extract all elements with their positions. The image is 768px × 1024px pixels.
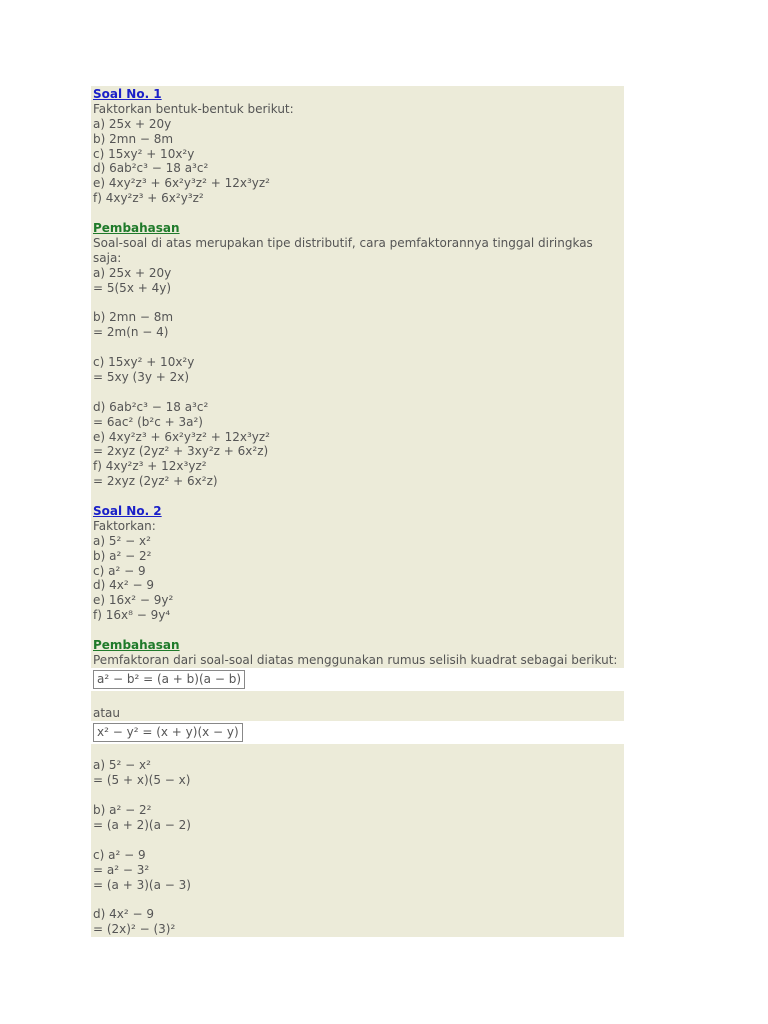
document-content xyxy=(91,86,624,937)
soal-1-item: d) 6ab²c³ − 18 a³c² xyxy=(93,161,209,176)
pembahasan-2-line: = (2x)² − (3)² xyxy=(93,922,176,937)
pembahasan-1-line: = 5(5x + 4y) xyxy=(93,280,172,295)
pembahasan-1-line: = 6ac² (b²c + 3a²) xyxy=(93,414,203,429)
soal-2-intro: Faktorkan: xyxy=(93,518,156,533)
soal-1-heading[interactable]: Soal No. 1 xyxy=(93,87,162,101)
pembahasan-2-heading[interactable]: Pembahasan xyxy=(93,637,180,652)
pembahasan-2-line: d) 4x² − 9 xyxy=(93,907,154,922)
pembahasan-2-line: a) 5² − x² xyxy=(93,758,151,773)
soal-1-item: c) 15xy² + 10x²y xyxy=(93,146,195,161)
pembahasan-1-line: a) 25x + 20y xyxy=(93,265,172,280)
soal-1-item: a) 25x + 20y xyxy=(93,116,172,131)
pembahasan-2-intro: Pemfaktoran dari soal-soal diatas menggunakan rumus selisih kuadrat sebagai berikut: xyxy=(93,652,618,667)
pembahasan-1-intro: Soal-soal di atas merupakan tipe distributif, cara pemfaktorannya tinggal diringkas saja: xyxy=(93,235,593,265)
soal-1-item: e) 4xy²z³ + 6x²y³z² + 12x³yz² xyxy=(93,176,270,191)
soal-2-item: d) 4x² − 9 xyxy=(93,578,154,593)
pembahasan-2-line: = (a + 2)(a − 2) xyxy=(93,818,191,832)
formula-box-1: a² − b² = (a + b)(a − b) xyxy=(93,670,245,689)
pembahasan-1-line: = 2m(n − 4) xyxy=(93,325,169,340)
soal-2-item: c) a² − 9 xyxy=(93,563,146,578)
pembahasan-2-line: = (a + 3)(a − 3) xyxy=(93,877,191,892)
soal-1-intro: Faktorkan bentuk-bentuk berikut: xyxy=(93,101,294,116)
formula-box-2: x² − y² = (x + y)(x − y) xyxy=(93,723,243,742)
pembahasan-2-line: = a² − 3² xyxy=(93,862,150,877)
soal-2-heading[interactable]: Soal No. 2 xyxy=(93,503,162,518)
pembahasan-1-line: = 5xy (3y + 2x) xyxy=(93,369,190,384)
soal-2-item: f) 16x⁸ − 9y⁴ xyxy=(93,608,171,623)
pembahasan-2-section xyxy=(91,744,624,938)
soal-1-item: f) 4xy²z³ + 6x²y³z² xyxy=(93,191,204,206)
pembahasan-1-line: d) 6ab²c³ − 18 a³c² xyxy=(93,399,209,414)
pembahasan-1-heading[interactable]: Pembahasan xyxy=(93,221,180,236)
formula-2-row xyxy=(91,721,624,744)
pembahasan-1-line: b) 2mn − 8m xyxy=(93,310,174,325)
soal-2-item: e) 16x² − 9y² xyxy=(93,593,174,608)
pembahasan-1-line: c) 15xy² + 10x²y xyxy=(93,355,195,370)
pembahasan-1-line: f) 4xy²z³ + 12x³yz² xyxy=(93,459,207,474)
pembahasan-1-line: = 2xyz (2yz² + 6x²z) xyxy=(93,474,218,489)
pembahasan-2-line: b) a² − 2² xyxy=(93,803,152,818)
soal-1-section xyxy=(91,86,624,668)
pembahasan-1-line: = 2xyz (2yz² + 3xy²z + 6x²z) xyxy=(93,444,269,459)
soal-2-item: b) a² − 2² xyxy=(93,548,152,563)
pembahasan-2-line: = (5 + x)(5 − x) xyxy=(93,773,191,788)
soal-2-item: a) 5² − x² xyxy=(93,533,151,548)
atau-section xyxy=(91,691,624,721)
soal-1-item: b) 2mn − 8m xyxy=(93,131,174,146)
formula-1-row xyxy=(91,668,624,691)
pembahasan-2-line: c) a² − 9 xyxy=(93,847,146,862)
pembahasan-1-line: e) 4xy²z³ + 6x²y³z² + 12x³yz² xyxy=(93,429,270,444)
atau-text: atau xyxy=(93,705,121,720)
